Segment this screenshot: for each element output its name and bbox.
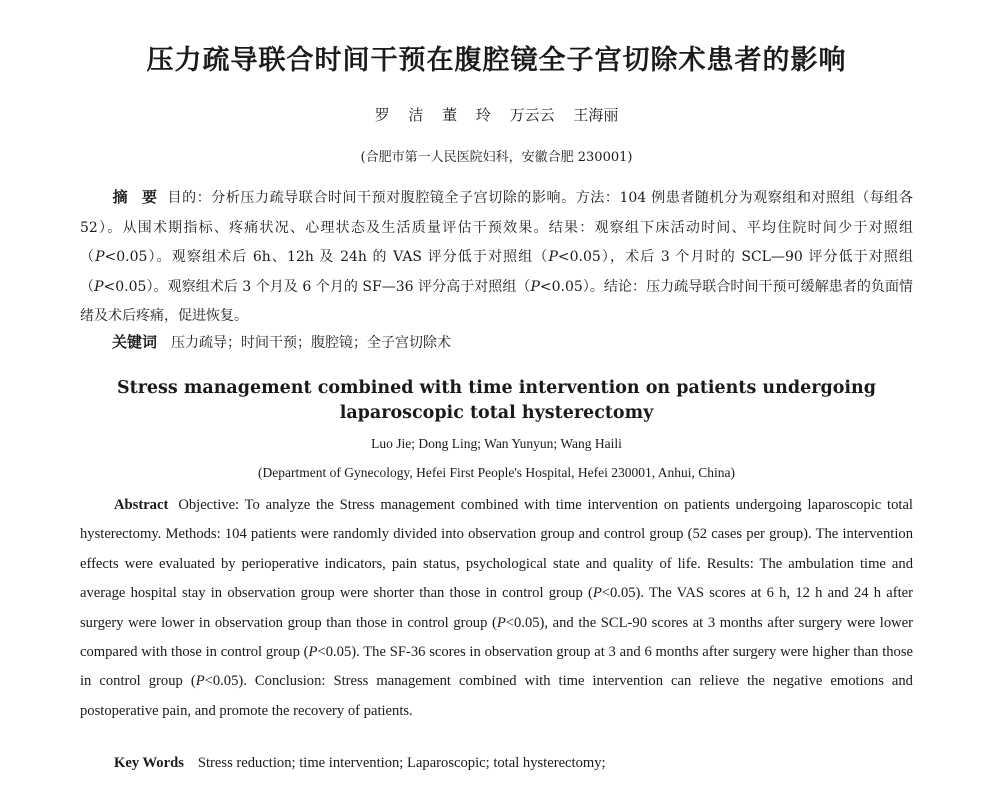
english-abstract	[80, 491, 913, 726]
p-value-symbol: P	[195, 673, 205, 690]
chinese-title: 压力疏导联合时间干预在腹腔镜全子宫切除术患者的影响	[146, 45, 847, 76]
chinese-abstract-text-1: 目的：分析压力疏导联合时间干预对腹腔镜全子宫切除的影响。方法：104 例患者随机分为观察组和对照组（每组各 52）。从围术期指标、疼痛状况、心理状态及生活质量评估干预效果。结果：观察组下床活动时间、平均住院时间少于对照组（	[80, 190, 914, 265]
p-value-symbol: P	[592, 585, 602, 602]
chinese-keywords-text: 压力疏导；时间干预；腹腔镜；全子宫切除术	[171, 335, 452, 351]
chinese-abstract-text-2: <0.05）。观察组术后 6h、12h 及 24h 的 VAS 评分低于对照组（	[104, 249, 549, 265]
english-title: Stress management combined with time intervention on patients undergoing laparoscopic total hysterectomy	[116, 378, 876, 423]
english-authors: Luo Jie; Dong Ling; Wan Yunyun; Wang Haili	[371, 436, 622, 451]
english-keywords-text: Stress reduction; time intervention; Laparoscopic; total hysterectomy;	[197, 755, 606, 771]
chinese-abstract-text-3: <0.05），术后 3 个月时的 SCL—90 评分低于对照组（	[80, 249, 914, 295]
p-value-symbol: P	[94, 278, 104, 295]
english-keywords	[114, 755, 913, 772]
chinese-abstract-label: 摘 要	[112, 188, 162, 206]
english-abstract-text-4: <0.05). The SF-36 scores in observation group at 3 and 6 months after surgery were higher than those in control group (	[80, 644, 913, 690]
chinese-keywords-label: 关键词	[112, 333, 158, 351]
chinese-abstract-text-4: <0.05）。观察组术后 3 个月及 6 个月的 SF—36 评分高于对照组（	[103, 278, 531, 295]
english-abstract-text-3: <0.05), and the SCL-90 scores at 3 months after surgery were lower compared with those in control group (	[80, 614, 913, 661]
p-value-symbol: P	[548, 249, 558, 265]
p-value-symbol: P	[95, 249, 105, 265]
english-abstract-text-2: <0.05). The VAS scores at 6 h, 12 h and 24 h after surgery were lower in observation group than those in control group (	[80, 585, 914, 631]
english-keywords-label: Key Words	[114, 755, 184, 771]
chinese-authors: 罗 洁 董 玲 万云云 王海丽	[374, 106, 619, 124]
english-abstract-label: Abstract	[114, 497, 169, 513]
p-value-symbol: P	[496, 614, 506, 631]
english-abstract-text-1: Objective: To analyze the Stress management combined with time intervention on patients undergoing laparoscopic total hysterectomy. Methods: 104 patients were randomly divided into observation group and control group (52 cases per group). The intervention effects were evaluated by perioperative indicators, pain status, psychological state and quality of life. Results: The ambulation time and average hospital stay in observation group were shorter than those in control group (	[80, 497, 913, 602]
chinese-keywords	[112, 331, 913, 352]
chinese-affiliation: (合肥市第一人民医院妇科，安徽合肥 230001)	[360, 150, 633, 165]
chinese-abstract-text-5: <0.05）。结论：压力疏导联合时间干预可缓解患者的负面情绪及术后疼痛，促进恢复。	[80, 278, 914, 324]
english-affiliation: (Department of Gynecology, Hefei First People's Hospital, Hefei 230001, Anhui, China)	[258, 465, 735, 480]
chinese-abstract	[80, 183, 913, 332]
p-value-symbol: P	[530, 278, 540, 295]
p-value-symbol: P	[308, 644, 318, 661]
english-abstract-text-5: <0.05). Conclusion: Stress management combined with time intervention can relieve the negative emotions and postoperative pain, and promote the recovery of patients.	[80, 673, 913, 719]
